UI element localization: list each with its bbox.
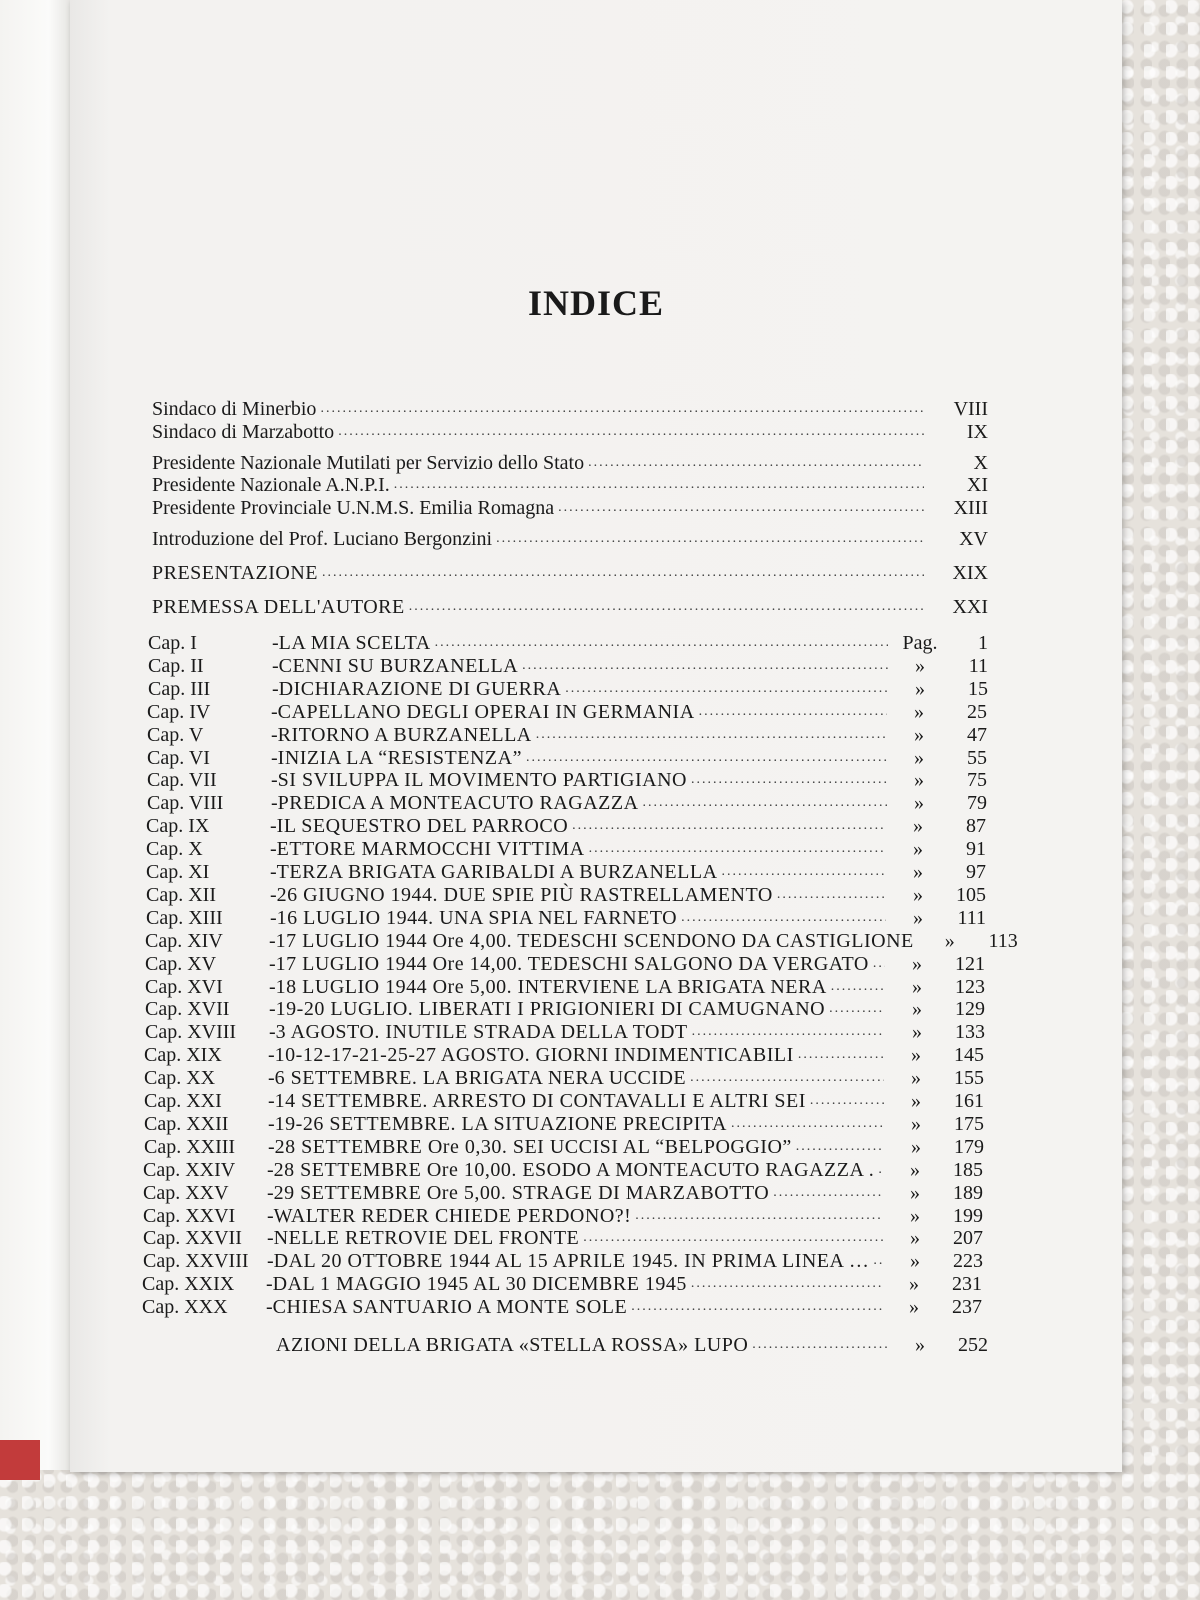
chapter-dash: - (268, 1090, 275, 1112)
page-marker: » (911, 1112, 921, 1135)
dot-leader (810, 1090, 884, 1112)
dot-leader (690, 1067, 884, 1089)
toc-entry-label: Presidente Provinciale U.N.M.S. Emilia Romagna (152, 497, 555, 519)
toc-chapter-row[interactable] (142, 1273, 982, 1295)
dot-leader (589, 838, 886, 860)
toc-front-matter-row[interactable] (152, 452, 988, 474)
toc-front-matter-row[interactable] (152, 398, 988, 420)
dot-leader (558, 497, 924, 519)
chapter-dash: - (270, 838, 277, 861)
toc-chapter-row[interactable] (147, 747, 987, 769)
toc-chapter-row[interactable] (146, 815, 986, 837)
chapter-title: DAL 20 OTTOBRE 1944 AL 15 APRILE 1945. IN PRIMA LINEA … (273, 1250, 870, 1273)
page-marker: » (911, 1044, 921, 1067)
table-of-contents (70, 0, 1122, 1472)
toc-chapter-row[interactable] (146, 884, 986, 906)
chapter-title: 17 LUGLIO 1944 Ore 14,00. TEDESCHI SALGONO DA VERGATO (275, 952, 869, 975)
chapter-dash: - (267, 1250, 274, 1273)
toc-chapter-row[interactable] (147, 701, 987, 723)
toc-page-number: VIII (953, 398, 988, 420)
dot-leader (692, 1021, 885, 1043)
chapter-number: Cap. XV (145, 952, 217, 975)
dot-leader (873, 953, 885, 975)
page-marker: » (912, 998, 922, 1021)
dot-leader (496, 528, 924, 550)
chapter-dash: - (270, 906, 277, 929)
chapter-title: ETTORE MARMOCCHI VITTIMA (276, 838, 585, 861)
dot-leader (572, 815, 886, 837)
toc-entry-label: Sindaco di Marzabotto (152, 421, 335, 443)
chapter-title: DAL 1 MAGGIO 1945 AL 30 DICEMBRE 1945 (272, 1273, 687, 1296)
chapter-number: Cap. XVIII (145, 1021, 237, 1044)
chapter-title: CENNI SU BURZANELLA (278, 654, 519, 677)
toc-page-number: 121 (955, 952, 985, 975)
toc-page-number: 179 (954, 1135, 984, 1158)
chapter-title: INIZIA LA “RESISTENZA” (277, 746, 522, 769)
dot-leader (731, 1113, 884, 1135)
dot-leader (873, 1250, 883, 1272)
dot-leader (583, 1227, 883, 1249)
appendix-title: AZIONI DELLA BRIGATA «STELLA ROSSA» LUPO (276, 1334, 749, 1356)
chapter-dash: - (270, 883, 277, 906)
chapter-dash: - (266, 1296, 273, 1319)
toc-entry-label: Introduzione del Prof. Luciano Bergonzini (152, 528, 493, 550)
book-cover-edge (0, 1440, 40, 1480)
dot-leader (777, 884, 886, 906)
dot-leader (829, 998, 885, 1020)
chapter-dash: - (268, 1044, 275, 1067)
toc-chapter-row[interactable] (146, 838, 986, 860)
chapter-number: Cap. XIII (146, 906, 223, 929)
toc-page-number: XI (966, 474, 988, 496)
dot-leader (752, 1334, 888, 1356)
toc-chapter-row[interactable] (145, 929, 1018, 952)
chapter-number: Cap. XIX (144, 1044, 222, 1067)
chapter-dash: - (269, 998, 276, 1021)
chapter-dash: - (268, 1067, 275, 1090)
dot-leader (631, 1296, 882, 1318)
toc-chapter-row[interactable] (147, 724, 987, 746)
page-marker: » (911, 1135, 921, 1158)
chapter-title: DICHIARAZIONE DI GUERRA (278, 677, 562, 700)
toc-page-number: XIX (952, 562, 988, 584)
page-marker: » (911, 1067, 921, 1090)
toc-chapter-row[interactable] (146, 907, 986, 929)
toc-front-matter-row[interactable] (152, 421, 988, 443)
page-marker: » (911, 1090, 921, 1112)
book-page (70, 0, 1122, 1472)
chapter-dash: - (268, 1135, 275, 1158)
chapter-number: Cap. XXVII (143, 1227, 242, 1250)
chapter-dash: - (272, 677, 279, 700)
page-marker: » (912, 952, 922, 975)
chapter-title: 29 SETTEMBRE Ore 5,00. STRAGE DI MARZABOTTO (273, 1181, 770, 1204)
toc-entry-label: Presidente Nazionale Mutilati per Servizio dello Stato (152, 452, 585, 474)
chapter-title: 19-26 SETTEMBRE. LA SITUAZIONE PRECIPITA (274, 1112, 727, 1135)
chapter-dash: - (267, 1227, 274, 1250)
page-marker: » (914, 792, 924, 815)
chapter-title: PREDICA A MONTEACUTO RAGAZZA (277, 792, 639, 815)
chapter-number: Cap. II (148, 654, 204, 677)
chapter-title: CHIESA SANTUARIO A MONTE SOLE (272, 1296, 628, 1319)
toc-page-number: 123 (955, 975, 985, 998)
chapter-title: IL SEQUESTRO DEL PARROCO (276, 815, 569, 838)
chapter-number: Cap. X (146, 838, 203, 861)
toc-page-number: 189 (953, 1181, 983, 1204)
dot-leader (722, 861, 886, 883)
chapter-number: Cap. XXVIII (143, 1250, 249, 1273)
page-marker: » (913, 815, 923, 838)
chapter-number: Cap. III (148, 677, 211, 700)
chapter-title: 16 LUGLIO 1944. UNA SPIA NEL FARNETO (276, 906, 678, 929)
toc-chapter-row[interactable] (144, 1113, 984, 1135)
toc-chapter-row[interactable] (144, 1136, 984, 1158)
chapter-dash: - (271, 746, 278, 769)
page-marker: » (912, 1021, 922, 1044)
dot-leader (338, 421, 924, 443)
chapter-dash: - (270, 861, 277, 883)
toc-front-matter-row[interactable] (152, 562, 988, 584)
toc-front-matter-row[interactable] (152, 474, 988, 496)
page-marker: » (912, 975, 922, 998)
toc-appendix-row[interactable] (276, 1334, 988, 1356)
page-marker: » (944, 929, 955, 952)
toc-page-number: 207 (953, 1227, 983, 1250)
toc-page-number: 113 (988, 929, 1018, 952)
dot-leader (681, 907, 886, 929)
toc-chapter-row[interactable] (147, 792, 987, 814)
page-marker: » (910, 1227, 920, 1250)
toc-page-number: IX (966, 421, 988, 443)
toc-page-number: 133 (955, 1021, 985, 1044)
toc-chapter-row[interactable] (142, 1296, 982, 1318)
toc-chapter-row[interactable] (145, 998, 985, 1020)
chapter-dash: - (272, 632, 279, 654)
toc-page-number: 11 (968, 654, 988, 677)
chapter-title: 18 LUGLIO 1944 Ore 5,00. INTERVIENE LA BRIGATA NERA (275, 975, 827, 998)
chapter-number: Cap. XXVI (143, 1204, 236, 1227)
toc-page-number: 161 (954, 1090, 984, 1112)
toc-chapter-row[interactable] (143, 1159, 983, 1181)
chapter-number: Cap. XVII (145, 998, 230, 1021)
toc-page-number: 105 (956, 883, 986, 906)
toc-page-number: 79 (967, 792, 987, 815)
chapter-number: Cap. XI (146, 861, 210, 883)
page-marker: » (909, 1273, 919, 1296)
dot-leader (773, 1182, 883, 1204)
page-marker: » (913, 883, 923, 906)
chapter-dash: - (269, 952, 276, 975)
page-marker: » (914, 723, 924, 746)
chapter-dash: - (271, 700, 278, 723)
dot-leader (394, 474, 924, 496)
chapter-number: Cap. XXIV (143, 1158, 236, 1181)
toc-page-number: 231 (952, 1273, 982, 1296)
toc-page-number: XXI (952, 596, 988, 618)
page-marker: » (915, 654, 925, 677)
toc-page-number: 87 (966, 815, 986, 838)
page-marker: » (913, 838, 923, 861)
dot-leader (691, 1273, 882, 1295)
chapter-title: 6 SETTEMBRE. LA BRIGATA NERA UCCIDE (274, 1067, 687, 1090)
chapter-dash: - (271, 723, 278, 746)
dot-leader (322, 562, 924, 584)
chapter-dash: - (267, 1204, 274, 1227)
chapter-number: Cap. XXV (143, 1181, 229, 1204)
toc-page-number: 155 (954, 1067, 984, 1090)
toc-page-number: 252 (958, 1334, 988, 1356)
chapter-dash: - (271, 769, 278, 792)
chapter-number: Cap. V (147, 723, 204, 746)
toc-chapter-row[interactable] (148, 678, 988, 700)
chapter-title: 19-20 LUGLIO. LIBERATI I PRIGIONIERI DI CAMUGNANO (275, 998, 826, 1021)
dot-leader (878, 1159, 883, 1181)
toc-chapter-row[interactable] (144, 1090, 984, 1112)
page-marker: » (910, 1250, 920, 1273)
chapter-number: Cap. VIII (147, 792, 224, 815)
dot-leader (522, 655, 888, 677)
chapter-dash: - (269, 975, 276, 998)
toc-page-number: X (973, 452, 988, 474)
toc-chapter-row[interactable] (147, 769, 987, 791)
toc-chapter-row[interactable] (143, 1205, 983, 1227)
chapter-title: NELLE RETROVIE DEL FRONTE (273, 1227, 580, 1250)
chapter-dash: - (271, 792, 278, 815)
page-marker: » (915, 677, 925, 700)
dot-leader (588, 452, 924, 474)
toc-page-number: 111 (957, 906, 986, 929)
toc-page-number: 237 (952, 1296, 982, 1319)
chapter-title: 10-12-17-21-25-27 AGOSTO. GIORNI INDIMENTICABILI (274, 1044, 794, 1067)
page-marker: » (914, 700, 924, 723)
chapter-number: Cap. VII (147, 769, 217, 792)
chapter-number: Cap. I (148, 632, 197, 654)
chapter-number: Cap. IV (147, 700, 211, 723)
dot-leader (643, 792, 887, 814)
dot-leader (320, 398, 924, 420)
chapter-dash: - (267, 1158, 274, 1181)
toc-front-matter-row[interactable] (152, 596, 988, 618)
page-marker: » (913, 906, 923, 929)
page-marker: Pag. (902, 632, 938, 654)
chapter-title: TERZA BRIGATA GARIBALDI A BURZANELLA (276, 861, 718, 883)
toc-page-number: 75 (967, 769, 987, 792)
toc-page-number: 145 (954, 1044, 984, 1067)
toc-entry-label: PRESENTAZIONE (152, 562, 319, 584)
chapter-number: Cap. XXI (144, 1090, 222, 1112)
dot-leader (699, 701, 887, 723)
toc-page-number: 223 (953, 1250, 983, 1273)
toc-page-number: 47 (967, 723, 987, 746)
dot-leader (796, 1136, 884, 1158)
toc-chapter-row[interactable] (145, 953, 985, 975)
toc-page-number: 15 (968, 677, 988, 700)
chapter-number: Cap. XVI (145, 975, 223, 998)
page-marker: » (910, 1204, 920, 1227)
page-marker: » (914, 746, 924, 769)
chapter-dash: - (269, 1021, 276, 1044)
toc-page-number: XIII (953, 497, 988, 519)
page-marker: » (914, 769, 924, 792)
toc-page-number: 97 (966, 861, 986, 883)
dot-leader (798, 1044, 884, 1066)
page-marker: » (910, 1158, 920, 1181)
toc-chapter-row[interactable] (145, 976, 985, 998)
chapter-dash: - (267, 1181, 274, 1204)
toc-chapter-row[interactable] (146, 861, 986, 883)
toc-page-number: 175 (954, 1112, 984, 1135)
dot-leader (536, 724, 887, 746)
chapter-number: Cap. IX (146, 815, 210, 838)
toc-page-number: 25 (967, 700, 987, 723)
page-title: INDICE (527, 283, 665, 323)
chapter-dash: - (270, 815, 277, 838)
dot-leader (435, 632, 888, 654)
dot-leader (831, 976, 885, 998)
toc-chapter-row[interactable] (144, 1067, 984, 1089)
dot-leader (635, 1205, 883, 1227)
chapter-dash: - (272, 654, 279, 677)
chapter-number: Cap. XIV (145, 929, 223, 952)
toc-page-number: 1 (978, 632, 988, 654)
toc-entry-label: Sindaco di Minerbio (152, 398, 317, 420)
chapter-title: 17 LUGLIO 1944 Ore 4,00. TEDESCHI SCENDONO DA CASTIGLIONE (275, 929, 914, 952)
previous-page-edge (0, 0, 71, 1470)
toc-entry-label: PREMESSA DELL'AUTORE (152, 596, 405, 618)
toc-page-number: 55 (967, 746, 987, 769)
toc-page-number: 185 (953, 1158, 983, 1181)
chapter-dash: - (268, 1112, 275, 1135)
toc-chapter-row[interactable] (144, 1044, 984, 1066)
chapter-title: 26 GIUGNO 1944. DUE SPIE PIÙ RASTRELLAMENTO (276, 883, 773, 906)
chapter-title: CAPELLANO DEGLI OPERAI IN GERMANIA (277, 700, 695, 723)
chapter-title: 3 AGOSTO. INUTILE STRADA DELLA TODT (275, 1021, 688, 1044)
toc-page-number: 129 (955, 998, 985, 1021)
chapter-title: LA MIA SCELTA (278, 632, 431, 654)
chapter-number: Cap. XX (144, 1067, 216, 1090)
chapter-dash: - (266, 1273, 273, 1296)
dot-leader (409, 596, 924, 618)
toc-chapter-row[interactable] (148, 632, 988, 654)
chapter-number: Cap. XXIX (142, 1273, 235, 1296)
page-marker: » (910, 1181, 920, 1204)
chapter-title: 14 SETTEMBRE. ARRESTO DI CONTAVALLI E ALTRI SEI (274, 1090, 806, 1112)
dot-leader (565, 678, 888, 700)
chapter-title: SI SVILUPPA IL MOVIMENTO PARTIGIANO (277, 769, 687, 792)
toc-front-matter-row[interactable] (152, 497, 988, 519)
page-marker: » (913, 861, 923, 883)
chapter-dash: - (269, 929, 276, 952)
chapter-number: Cap. XXIII (144, 1135, 236, 1158)
chapter-number: Cap. XII (146, 883, 216, 906)
dot-leader (526, 747, 887, 769)
chapter-title: RITORNO A BURZANELLA (277, 723, 532, 746)
toc-entry-label: Presidente Nazionale A.N.P.I. (152, 474, 390, 496)
toc-chapter-row[interactable] (143, 1250, 983, 1272)
chapter-number: Cap. XXX (142, 1296, 228, 1319)
page-marker: » (909, 1296, 919, 1319)
chapter-title: 28 SETTEMBRE Ore 0,30. SEI UCCISI AL “BELPOGGIO” (274, 1135, 792, 1158)
toc-page-number: 199 (953, 1204, 983, 1227)
toc-front-matter-row[interactable] (152, 528, 988, 550)
dot-leader (691, 769, 887, 791)
toc-chapter-row[interactable] (145, 1021, 985, 1043)
toc-chapter-row[interactable] (143, 1182, 983, 1204)
toc-chapter-row[interactable] (143, 1227, 983, 1249)
toc-chapter-row[interactable] (148, 655, 988, 677)
toc-page-number: 91 (966, 838, 986, 861)
chapter-number: Cap. VI (147, 746, 210, 769)
chapter-number: Cap. XXII (144, 1112, 229, 1135)
page-marker: » (915, 1334, 925, 1356)
chapter-title: WALTER REDER CHIEDE PERDONO?! (273, 1204, 632, 1227)
toc-page-number: XV (959, 528, 988, 550)
chapter-title: 28 SETTEMBRE Ore 10,00. ESODO A MONTEACUTO RAGAZZA . (273, 1158, 875, 1181)
